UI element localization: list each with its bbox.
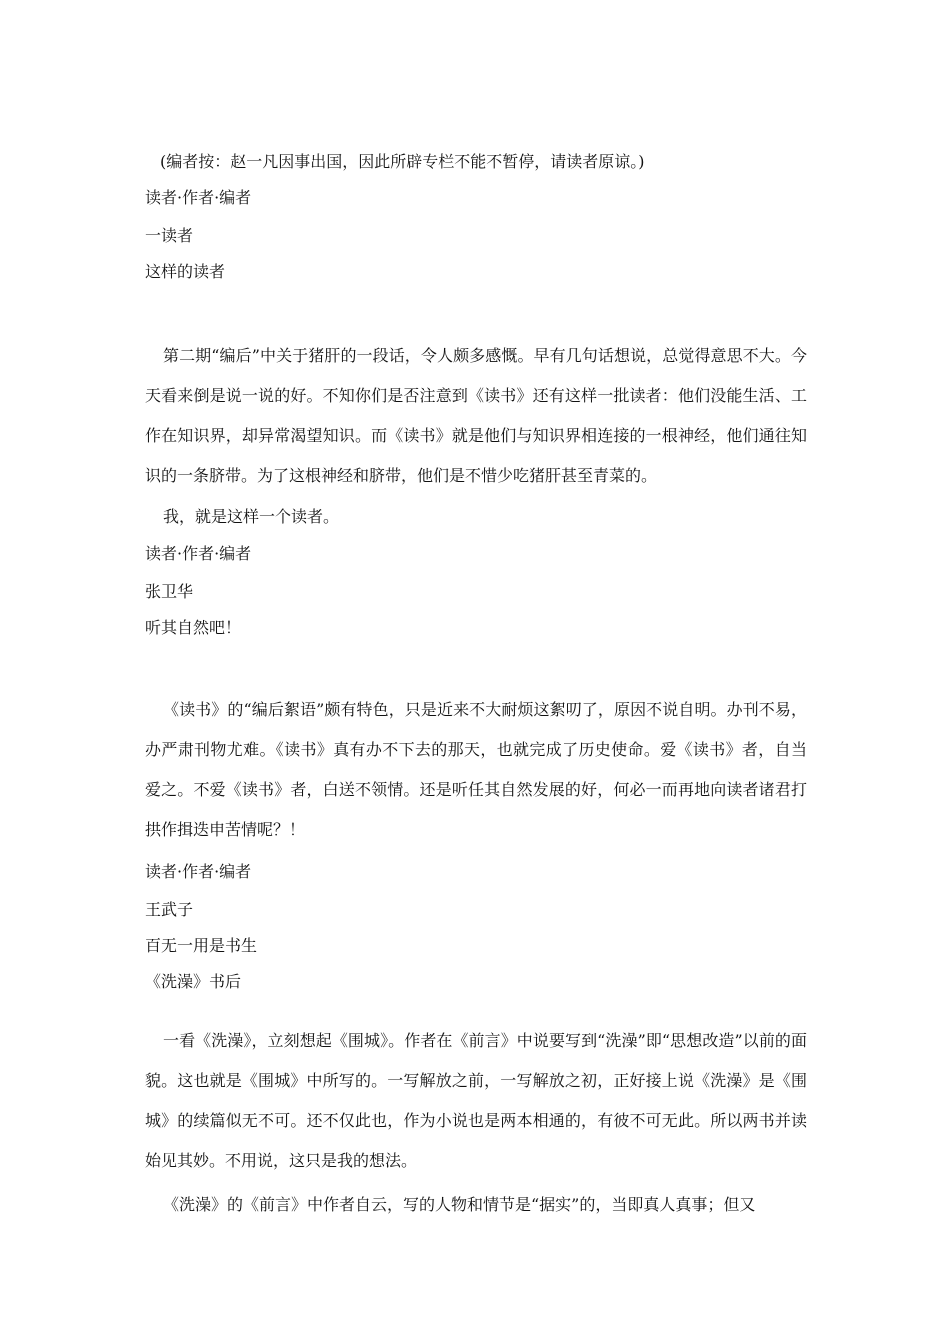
article-paragraph: 第二期“编后”中关于猪肝的一段话，令人颇多感慨。早有几句话想说，总觉得意思不大。今天看来倒是说一说的好。不知你们是否注意到《读书》还有这样一批读者：他们没能生活、工作在知识界，却异常渴望知识。而《读书》就是他们与知识界相连接的一根神经，他们通往知识的一条脐带。为了这根神经和脐带，他们是不惜少吃猪肝甚至青菜的。	[145, 346, 807, 485]
article-subtitle: 《洗澡》书后	[145, 972, 242, 991]
article-title: 听其自然吧！	[145, 618, 242, 637]
article-author: 张卫华	[145, 582, 194, 601]
article-author: 王武子	[145, 900, 194, 919]
column-title: 读者·作者·编者	[145, 544, 252, 563]
article-title: 百无一用是书生	[145, 936, 258, 955]
column-title: 读者·作者·编者	[145, 862, 252, 881]
article-paragraph: 《洗澡》的《前言》中作者自云，写的人物和情节是“据实”的，当即真人真事；但又	[163, 1195, 756, 1214]
article-paragraph: 一看《洗澡》，立刻想起《围城》。作者在《前言》中说要写到“洗澡”即“思想改造”以前的面貌。这也就是《围城》中所写的。一写解放之前，一写解放之初，正好接上说《洗澡》是《围城》的续篇似无不可。还不仅此也，作为小说也是两本相通的，有彼不可无此。所以两书并读始见其妙。不用说，这只是我的想法。	[145, 1031, 807, 1170]
column-title: 读者·作者·编者	[145, 188, 252, 207]
article-paragraph: 我，就是这样一个读者。	[163, 507, 340, 526]
editor-note: (编者按：赵一凡因事出国，因此所辟专栏不能不暂停，请读者原谅。)	[160, 152, 645, 171]
article-author: 一读者	[145, 226, 194, 245]
article-paragraph: 《读书》的“编后絮语”颇有特色，只是近来不大耐烦这絮叨了，原因不说自明。办刊不易，办严肃刊物尤难。《读书》真有办不下去的那天，也就完成了历史使命。爱《读书》者，自当爱之。不爱《读书》者，白送不领情。还是听任其自然发展的好，何必一而再地向读者诸君打拱作揖迭申苦情呢？！	[145, 700, 807, 839]
article-title: 这样的读者	[145, 262, 226, 281]
